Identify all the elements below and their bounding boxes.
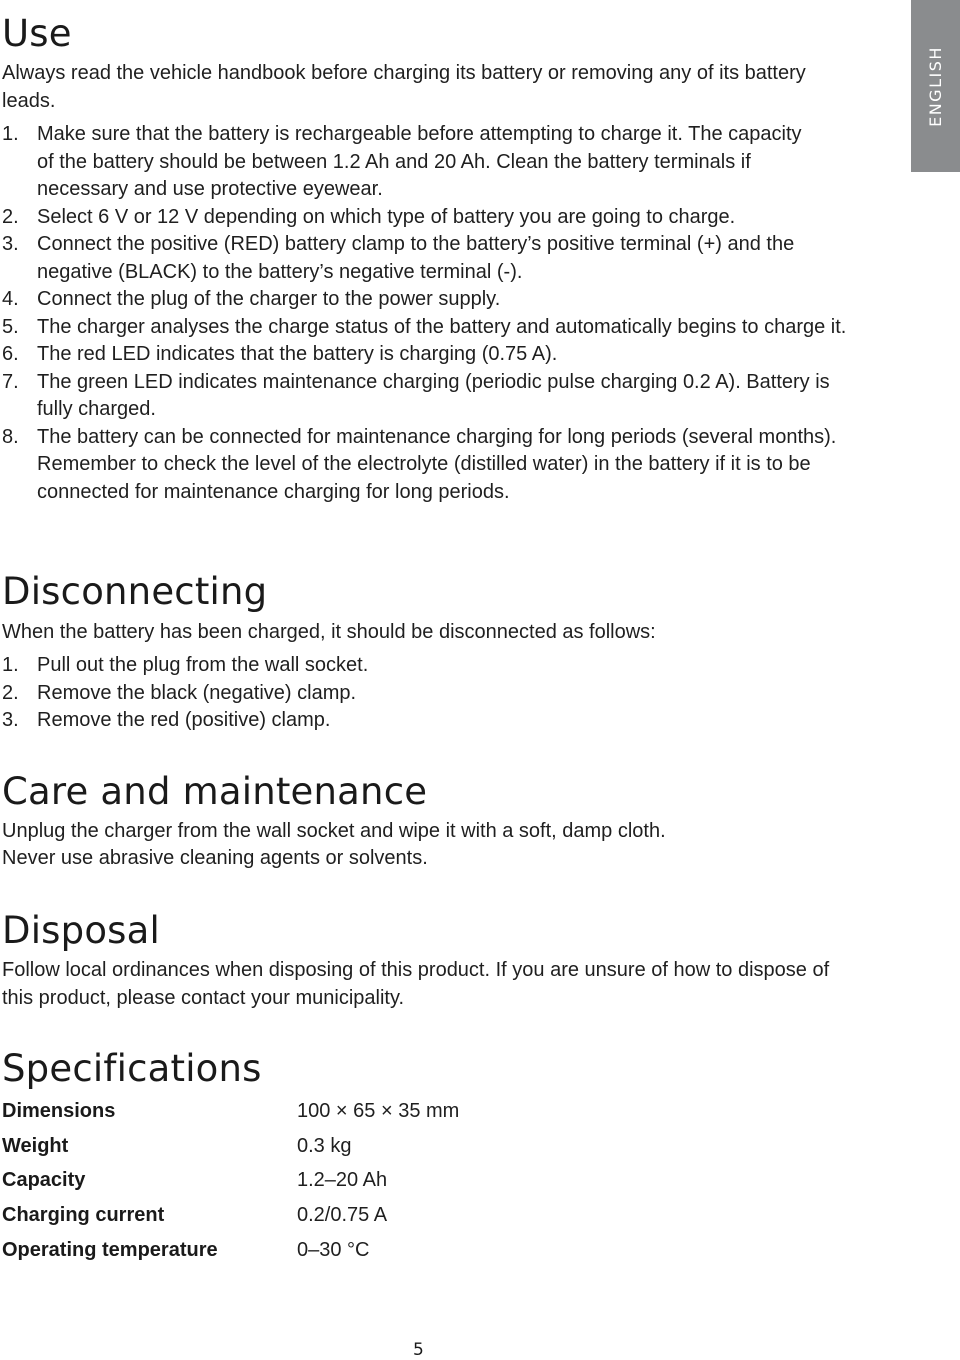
disconnecting-steps-list xyxy=(2,652,862,735)
disposal-heading: Disposal xyxy=(2,909,161,952)
spec-value: 0.2/0.75 A xyxy=(297,1203,388,1226)
step-text: The battery can be connected for maintenance charging for long periods (several months). Remember to check the level of the electrolyte (distilled water) in the battery if it is to be connected for maintenance charging for long periods. xyxy=(37,425,837,503)
spec-label: Dimensions xyxy=(2,1099,116,1122)
care-line-1: Unplug the charger from the wall socket and wipe it with a soft, damp cloth. xyxy=(2,820,666,842)
step-text: The red LED indicates that the battery is charging (0.75 A). xyxy=(37,343,558,365)
language-tab xyxy=(911,0,960,172)
table-row xyxy=(2,1163,602,1198)
step-text: Remove the black (negative) clamp. xyxy=(37,681,357,704)
list-item xyxy=(2,707,862,735)
spec-value: 0.3 kg xyxy=(297,1134,352,1157)
table-row xyxy=(2,1094,602,1129)
step-text: Make sure that the battery is rechargeable before attempting to charge it. The capacity of the battery should be between 1.2 Ah and 20 Ah. Clean the battery terminals if necessary and use protective eyewear. xyxy=(37,123,802,200)
list-item xyxy=(2,286,862,314)
list-item xyxy=(2,680,862,708)
list-item xyxy=(2,204,862,232)
step-text: The charger analyses the charge status of the battery and automatically begins to charge it. xyxy=(37,315,847,338)
use-heading: Use xyxy=(2,12,72,55)
page-number: 5 xyxy=(413,1340,424,1360)
spec-value: 0–30 °C xyxy=(297,1238,370,1261)
list-item xyxy=(2,652,862,680)
step-number: 3. xyxy=(2,709,19,731)
spec-label: Charging current xyxy=(2,1203,165,1226)
table-row xyxy=(2,1233,602,1268)
disconnecting-heading: Disconnecting xyxy=(2,570,268,613)
list-item xyxy=(2,314,862,342)
step-text: Select 6 V or 12 V depending on which type of battery you are going to charge. xyxy=(37,205,736,228)
use-steps-list xyxy=(2,121,862,506)
step-number: 5. xyxy=(2,315,19,338)
step-text: Connect the positive (RED) battery clamp to the battery’s positive terminal (+) and the negative (BLACK) to the battery’s negative terminal (-). xyxy=(37,233,795,283)
disconnecting-intro: When the battery has been charged, it should be disconnected as follows: xyxy=(2,621,656,643)
step-number: 1. xyxy=(2,123,19,145)
disposal-text: Follow local ordinances when disposing of this product. If you are unsure of how to dispose of this product, please contact your municipality. xyxy=(2,959,830,1009)
care-line-2: Never use abrasive cleaning agents or solvents. xyxy=(2,847,428,869)
step-number: 1. xyxy=(2,654,19,676)
spec-label: Operating temperature xyxy=(2,1238,218,1261)
step-text: Pull out the plug from the wall socket. xyxy=(37,654,369,676)
care-heading: Care and maintenance xyxy=(2,770,428,813)
step-number: 3. xyxy=(2,233,19,255)
step-number: 2. xyxy=(2,681,19,704)
step-number: 6. xyxy=(2,343,19,365)
list-item xyxy=(2,121,862,204)
step-text: Remove the red (positive) clamp. xyxy=(37,709,331,731)
step-text: Connect the plug of the charger to the power supply. xyxy=(37,288,501,310)
specifications-heading: Specifications xyxy=(2,1047,262,1090)
spec-label: Weight xyxy=(2,1134,69,1157)
spec-label: Capacity xyxy=(2,1169,86,1192)
table-row xyxy=(2,1198,602,1233)
list-item xyxy=(2,369,862,424)
step-number: 7. xyxy=(2,370,19,393)
language-tab-label: ENGLISH xyxy=(926,45,946,127)
spec-value: 1.2–20 Ah xyxy=(297,1169,388,1192)
step-number: 2. xyxy=(2,205,19,228)
step-text: The green LED indicates maintenance charging (periodic pulse charging 0.2 A). Battery is fully charged. xyxy=(37,370,830,420)
step-number: 4. xyxy=(2,288,19,310)
list-item xyxy=(2,424,862,507)
specifications-table xyxy=(2,1094,602,1267)
list-item xyxy=(2,341,862,369)
step-number: 8. xyxy=(2,425,19,448)
list-item xyxy=(2,231,862,286)
table-row xyxy=(2,1129,602,1164)
use-intro: Always read the vehicle handbook before charging its battery or removing any of its battery leads. xyxy=(2,62,806,112)
spec-value: 100 × 65 × 35 mm xyxy=(297,1099,460,1122)
